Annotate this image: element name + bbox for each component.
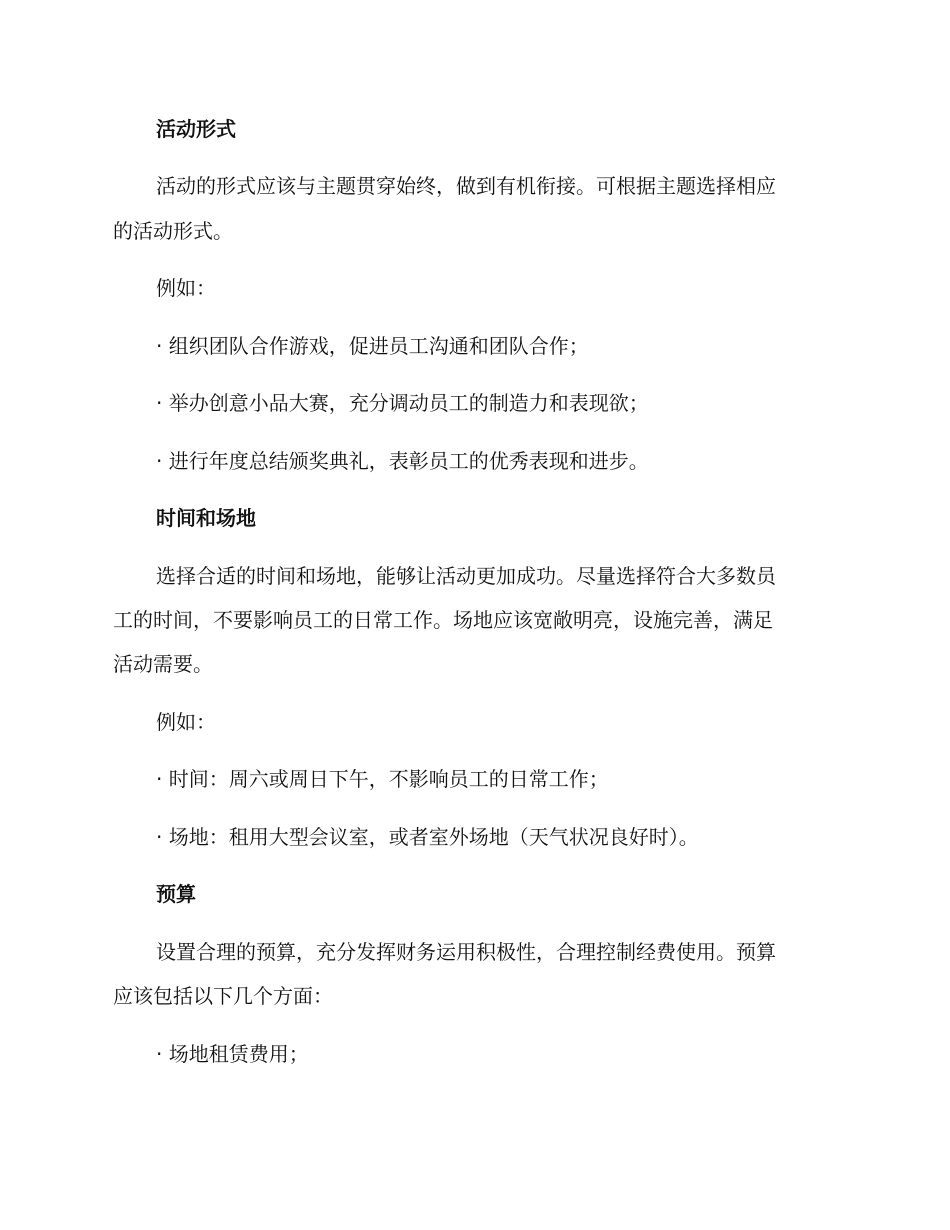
- paragraph-line: 活动的形式应该与主题贯穿始终，做到有机衔接。可根据主题选择相应: [156, 174, 776, 198]
- paragraph-line: 工的时间，不要影响员工的日常工作。场地应该宽敞明亮，设施完善，满足: [113, 608, 773, 632]
- paragraph-line: 选择合适的时间和场地，能够让活动更加成功。尽量选择符合大多数员: [156, 564, 776, 588]
- bullet-item: · 举办创意小品大赛，充分调动员工的制造力和表现欲；: [156, 391, 649, 415]
- bullet-item: · 场地租赁费用；: [156, 1042, 309, 1066]
- bullet-item: · 时间：周六或周日下午，不影响员工的日常工作；: [156, 767, 609, 791]
- paragraph-line: 活动需要。: [113, 652, 213, 676]
- section-heading-activity-format: 活动形式: [156, 117, 236, 141]
- bullet-item: · 场地：租用大型会议室，或者室外场地（天气状况良好时）。: [156, 825, 699, 849]
- bullet-item: · 组织团队合作游戏，促进员工沟通和团队合作；: [156, 334, 589, 358]
- example-label: 例如：: [156, 276, 216, 300]
- example-label: 例如：: [156, 710, 216, 734]
- paragraph-line: 设置合理的预算，充分发挥财务运用积极性，合理控制经费使用。预算: [156, 940, 776, 964]
- section-heading-budget: 预算: [156, 882, 196, 906]
- bullet-item: · 进行年度总结颁奖典礼，表彰员工的优秀表现和进步。: [156, 449, 649, 473]
- section-heading-time-and-venue: 时间和场地: [156, 506, 256, 530]
- paragraph-line: 应该包括以下几个方面：: [113, 984, 333, 1008]
- paragraph-line: 的活动形式。: [113, 219, 233, 243]
